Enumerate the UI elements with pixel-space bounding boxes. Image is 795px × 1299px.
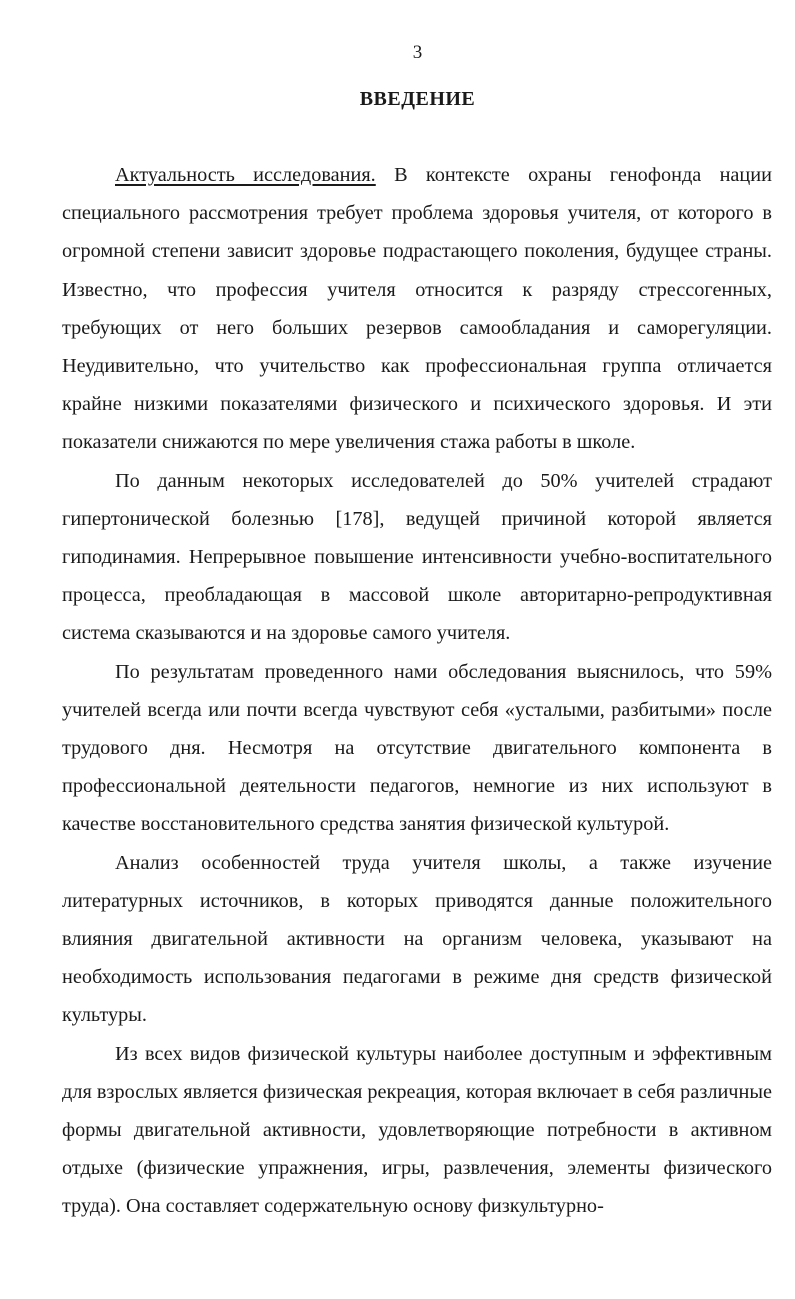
paragraph-lead-relevance: Актуальность исследования.	[115, 164, 376, 186]
paragraph-survey-results: По результатам проведенного нами обследования выяснилось, что 59% учителей всегда или почти всегда чувствуют себя «усталыми, разбитыми» после трудового дня. Несмотря на отсутствие двигательного компонента в профессиональной деятельности педагогов, немногие из них используют в качестве восстановительного средства занятия физической культурой.	[62, 660, 772, 836]
paragraph-text: В контексте охраны генофонда нации специального рассмотрения требует проблема здоровья учителя, от которого в огромной степени зависит здоровье подрастающего поколения, будущее страны. Известно, что профессия учителя относится к разряду стрессогенных, требующих от него больших резервов самообладания и саморегуляции. Неудивительно, что учительство как профессиональная группа отличается крайне низкими показателями физического и психического здоровья. И эти показатели снижаются по мере увеличения стажа работы в школе.	[62, 164, 772, 454]
section-heading: ВВЕДЕНИЕ	[359, 88, 476, 110]
paragraph-recreation: Из всех видов физической культуры наиболее доступным и эффективным для взрослых является физическая рекреация, которая включает в себя различные формы двигательной активности, удовлетворяющие потребности в активном отдыхе (физические упражнения, игры, развлечения, элементы физического труда). Она составляет содержательную основу физкультурно-	[62, 1042, 772, 1218]
body-text	[62, 156, 772, 1226]
paragraph-relevance	[62, 156, 772, 462]
page-number: 3	[412, 42, 423, 63]
paragraph-analysis: Анализ особенностей труда учителя школы, а также изучение литературных источников, в которых приводятся данные положительного влияния двигательной активности на организм человека, указывают на необходимость использования педагогами в режиме дня средств физической культуры.	[62, 851, 772, 1027]
paragraph-hypertension: По данным некоторых исследователей до 50% учителей страдают гипертонической болезнью [178], ведущей причиной которой является гиподинамия. Непрерывное повышение интенсивности учебно-воспитательного процесса, преобладающая в массовой школе авторитарно-репродуктивная система сказываются и на здоровье самого учителя.	[62, 469, 772, 645]
